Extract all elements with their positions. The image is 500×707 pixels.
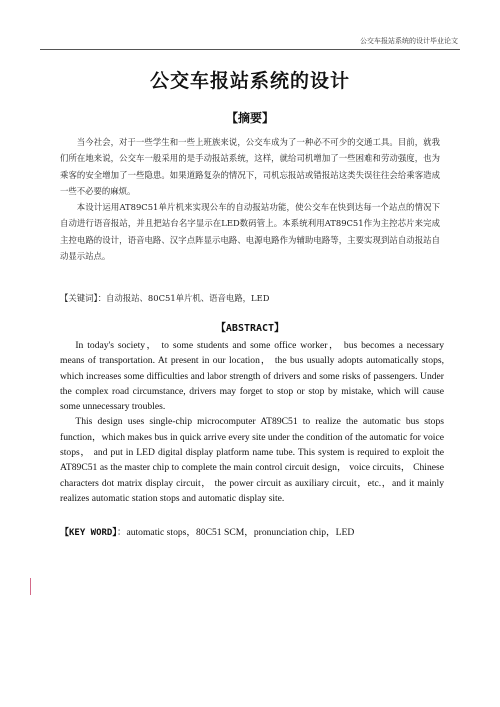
abstract-cn-heading: 【摘要】	[225, 111, 274, 125]
abstract-cn-body	[60, 134, 440, 264]
abstract-en-heading: 【ABSTRACT】	[215, 323, 285, 334]
header-rule	[40, 49, 460, 50]
document-title: 公交车报站系统的设计	[149, 70, 350, 92]
margin-mark	[30, 578, 31, 595]
abstract-en-paragraph-2: This design uses single-chip microcomputer AT89C51 to realize the automatic bus stops function，which makes bus in quick arrive every site under the condition of the automatic for voice stops， and put in LED digital display platform name tube. This system is required to exploit the AT89C51 as the master chip to complete the main control circuit design， voice circuits， Chinese characters dot matrix display circuit， the power circuit as auxiliary circuit，etc.，and it mainly realizes automatic station stops and automatic display site.	[60, 416, 444, 504]
keywords-en-text: ：automatic stops，80C51 SCM，pronunciation chip，LED	[116, 527, 355, 538]
abstract-en-body	[60, 338, 444, 506]
abstract-cn-keywords	[60, 292, 440, 304]
abstract-en-keywords	[60, 524, 460, 538]
abstract-en-paragraph-1: In today's society， to some students and some office worker， bus becomes a necessary means of transportation. At present in our location， the bus usually adopts automatically stops, which increases some difficulties and labor strength of drivers and some risks of passengers. Under the complex road circumstance, drivers may forget to stop or stop by mistake, which will cause some unnecessary troubles.	[60, 340, 444, 413]
abstract-cn-paragraph-1: 当今社会，对于一些学生和一些上班族来说，公交车成为了一种必不可少的交通工具。目前，就我们所在地来说，公交车一般采用的是手动报站系统，这样，就给司机增加了一些困难和劳动强度，也为乘客的安全增加了一些隐患。如果道路复杂的情况下，司机忘报站或错报站这类失误往往会给乘客造成一些不必要的麻烦。	[60, 137, 440, 196]
keywords-cn-text: ：自动报站、80C51单片机、语音电路，LED	[97, 293, 270, 303]
abstract-cn-paragraph-2: 本设计运用AT89C51单片机来实现公车的自动报站功能，使公交车在快到达每一个站点的情况下自动进行语音报站，并且把站台名字显示在LED数码管上。本系统利用AT89C51作为主控芯片来完成主控电路的设计，语音电路、汉字点阵显示电路、电源电路作为辅助电路等，主要实现到站自动报站自动显示站点。	[60, 202, 440, 262]
running-header: 公交车报站系统的设计毕业论文	[360, 37, 458, 45]
keywords-en-label: 【KEY WORD】	[60, 528, 117, 538]
keywords-cn-label: 【关键词】	[60, 293, 98, 303]
